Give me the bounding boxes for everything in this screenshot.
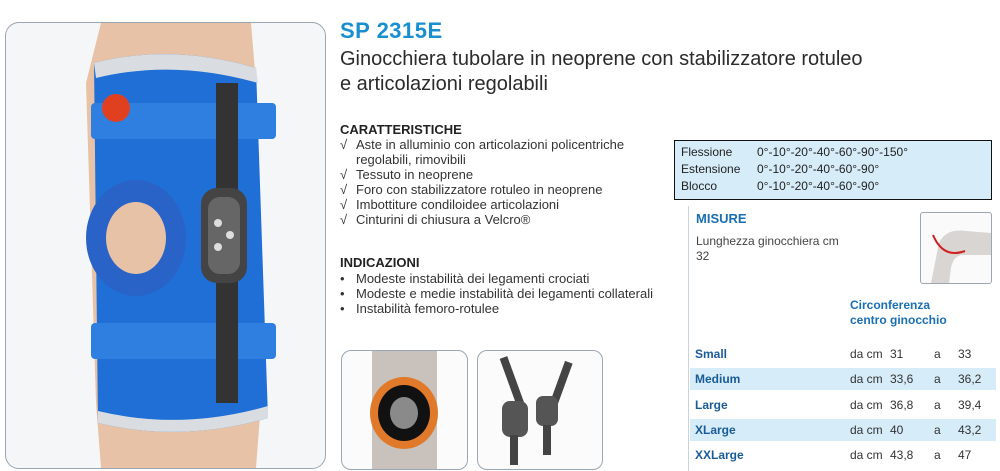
circumference-heading: Circonferenza centro ginocchio xyxy=(850,298,947,327)
measure-diagram xyxy=(920,212,992,284)
hinge-illustration xyxy=(478,351,602,469)
list-item: √ Foro con stabilizzatore rotuleo in neoprene xyxy=(340,182,603,197)
patella-pad-illustration xyxy=(342,351,467,469)
table-row: XXLarge da cm 43,8 a 47 xyxy=(695,448,972,462)
knee-brace-illustration xyxy=(6,23,325,468)
product-code: SP 2315E xyxy=(340,18,443,43)
title-line-1: Ginocchiera tubolare in neoprene con stabilizzatore rotuleo xyxy=(340,48,863,70)
list-item: • Instabilità femoro-rotulee xyxy=(340,301,500,316)
angle-settings-box xyxy=(674,140,992,200)
indications-list xyxy=(340,271,680,316)
list-item: √ Tessuto in neoprene xyxy=(340,167,474,182)
features-list xyxy=(340,137,680,227)
list-item: √ Imbottiture condiloidee articolazioni xyxy=(340,197,560,212)
product-title xyxy=(340,47,990,97)
length-label: Lunghezza ginocchiera cm 32 xyxy=(696,234,839,263)
sizes-heading: MISURE xyxy=(696,211,747,226)
table-row: Medium da cm 33,6 a 36,2 xyxy=(690,368,996,390)
title-line-2: e articolazioni regolabili xyxy=(340,73,548,95)
list-item: √ Aste in alluminio con articolazioni policentriche regolabili, rimovibili xyxy=(340,137,625,167)
list-item: • Modeste instabilità dei legamenti crociati xyxy=(340,271,590,286)
product-photo xyxy=(5,22,326,469)
table-row: Small da cm 31 a 33 xyxy=(695,347,972,361)
angle-row-flexion: Flessione 0°-10°-20°-40°-60°-90°-150° xyxy=(681,145,909,159)
sizes-divider xyxy=(688,206,689,471)
table-row: Large da cm 36,8 a 39,4 xyxy=(695,398,982,412)
table-row: XLarge da cm 40 a 43,2 xyxy=(690,419,996,441)
angle-row-extension: Estensione 0°-10°-20°-40°-60°-90° xyxy=(681,162,880,176)
list-item: √ Cinturini di chiusura a Velcro® xyxy=(340,212,531,227)
patella-stabilizer-image xyxy=(341,350,468,470)
list-item: • Modeste e medie instabilità dei legamenti collaterali xyxy=(340,286,653,301)
indications-heading: INDICAZIONI xyxy=(340,255,420,270)
knee-measure-icon xyxy=(921,213,991,283)
features-heading: CARATTERISTICHE xyxy=(340,122,462,137)
angle-row-lock: Blocco 0°-10°-20°-40°-60°-90° xyxy=(681,179,880,193)
hinges-image xyxy=(477,350,603,470)
